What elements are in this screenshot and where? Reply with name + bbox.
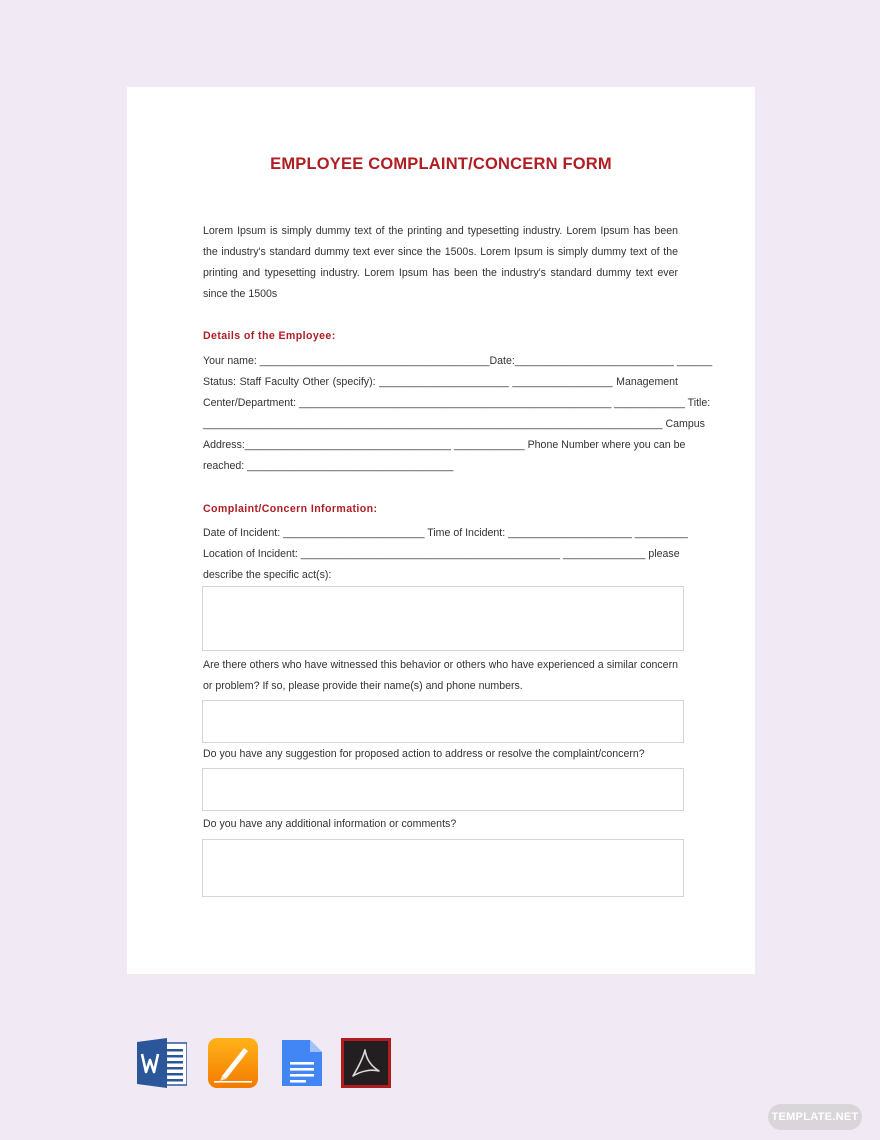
name-date-line: Your name: _______________________________________Date:___________________________ ______	[203, 355, 713, 367]
additional-box[interactable]	[202, 839, 684, 897]
employee-details	[203, 351, 713, 477]
complaint-section-heading: Complaint/Concern Information:	[203, 503, 378, 515]
employee-section-heading: Details of the Employee:	[203, 330, 336, 342]
reached-line: reached: ___________________________________	[203, 460, 454, 472]
additional-question: Do you have any additional information or comments?	[203, 818, 457, 830]
title-campus-line: ______________________________________________________________________________ Campus	[203, 418, 705, 430]
form-title: EMPLOYEE COMPLAINT/CONCERN FORM	[270, 155, 612, 173]
date-time-incident-line: Date of Incident: ________________________ Time of Incident: _____________________ _________	[203, 527, 688, 539]
pdf-icon[interactable]	[341, 1038, 391, 1088]
complaint-details	[203, 523, 688, 586]
pages-icon[interactable]	[208, 1038, 258, 1088]
word-icon[interactable]	[137, 1038, 187, 1088]
witness-box[interactable]	[202, 700, 684, 743]
google-docs-icon[interactable]	[278, 1038, 328, 1088]
suggestion-box[interactable]	[202, 768, 684, 811]
watermark-badge: TEMPLATE.NET	[768, 1104, 862, 1130]
describe-act-box[interactable]	[202, 586, 684, 651]
intro-paragraph: Lorem Ipsum is simply dummy text of the printing and typesetting industry. Lorem Ipsum has been the industry's standard dummy text ever since the 1500s. Lorem Ipsum is simply dummy text of the printing and typesetting industry. Lorem Ipsum has been the industry's standard dummy text ever since the 1500s	[203, 225, 678, 300]
suggestion-question: Do you have any suggestion for proposed action to address or resolve the complaint/concern?	[203, 748, 645, 760]
location-line: Location of Incident: ____________________________________________ ______________ please	[203, 548, 680, 560]
department-line: Center/Department: _____________________________________________________ ____________ Title:	[203, 397, 711, 409]
describe-act-label: describe the specific act(s):	[203, 569, 332, 581]
address-phone-line: Address:___________________________________ ____________ Phone Number where you can be	[203, 439, 686, 451]
status-line: Status: Staff Faculty Other (specify): ______________________ _________________ Management	[203, 376, 678, 388]
document-page	[127, 87, 755, 974]
witness-question: Are there others who have witnessed this behavior or others who have experienced a similar concern or problem? If so, please provide their name(s) and phone numbers.	[203, 659, 678, 692]
